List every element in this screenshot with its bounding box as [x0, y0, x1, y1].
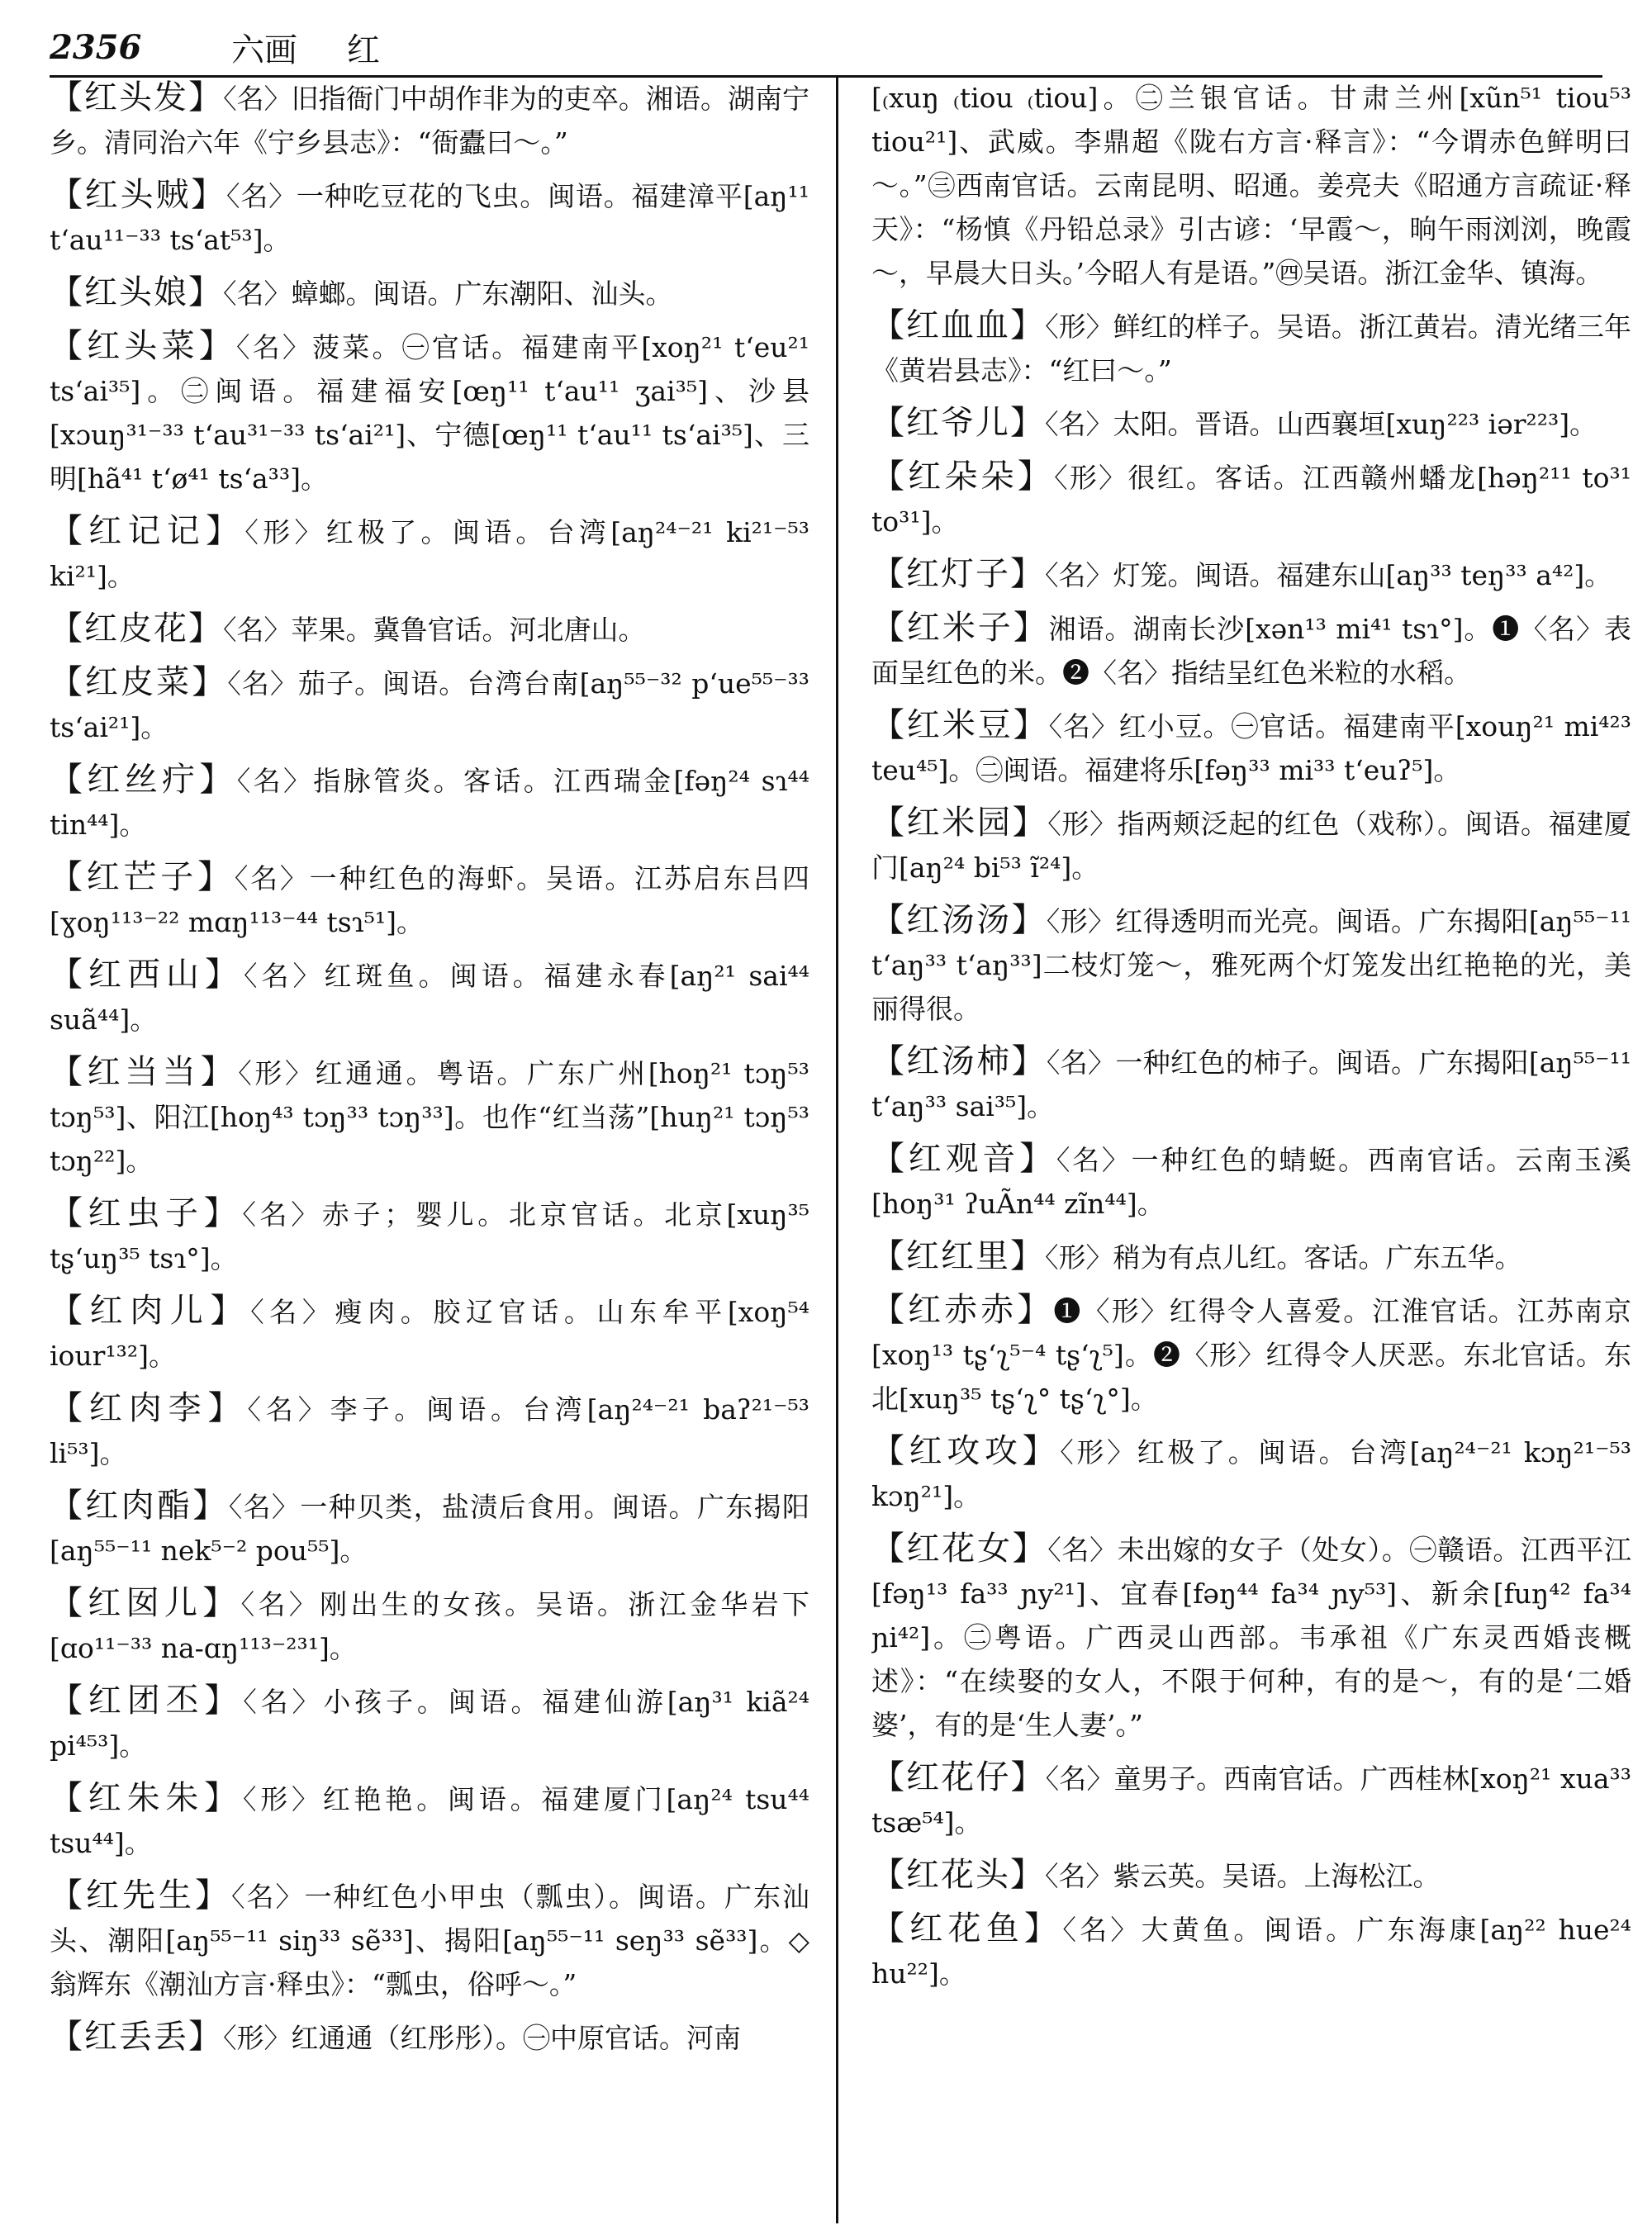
dictionary-entry: 【红头菜】〈名〉菠菜。㊀官话。福建南平[xoŋ²¹ t‘eu²¹ ts‘ai³⁵]。㊁闽语。福建福安[œŋ¹¹ t‘au¹¹ ʒai³⁵]、沙县[xɔuŋ³¹⁻³³ t‘au³¹⁻³³ ts‘ai²¹]、宁德[œŋ¹¹ t‘au¹¹ ts‘ai³⁵]、三明[hã⁴¹ t‘ø⁴¹ ts‘a³³]。	[50, 327, 809, 495]
entry-headword: 【红当当】	[50, 1053, 239, 1091]
dictionary-entry: 【红皮花】〈名〉苹果。冀鲁官话。河北唐山。	[50, 610, 646, 648]
left-column	[50, 76, 809, 2215]
dictionary-entry: 【红血血】〈形〉鲜红的样子。吴语。浙江黄岩。清光绪三年《黄岩县志》：“红曰～。”	[871, 306, 1631, 387]
dictionary-entry: 【红记记】〈形〉红极了。闽语。台湾[aŋ²⁴⁻²¹ ki²¹⁻⁵³ ki²¹]。	[50, 512, 809, 592]
right-column	[871, 76, 1631, 2215]
dictionary-entry: [₍xuŋ ₍tiou ₍tiou]。㊁兰银官话。甘肃兰州[xũn⁵¹ tiou⁵³ tiou²¹]、武威。李鼎超《陇右方言·释言》：“今谓赤色鲜明曰～。”㊂西南官话。云南昆明、昭通。姜亮夫《昭通方言疏证·释天》：“杨慎《丹铅总录》引古谚：‘早霞～，晌午雨浏浏，晚霞～，早晨大日头。’今昭人有是语。”㊃吴语。浙江金华、镇海。	[871, 82, 1631, 289]
dictionary-entry: 【红西山】〈名〉红斑鱼。闽语。福建永春[aŋ²¹ sai⁴⁴ suã⁴⁴]。	[50, 956, 809, 1036]
dictionary-entry: 【红米园】〈形〉指两颊泛起的红色（戏称）。闽语。福建厦门[aŋ²⁴ bi⁵³ ĩ²⁴]。	[871, 804, 1631, 884]
entry-headword: 【红囡儿】	[50, 1584, 241, 1622]
dictionary-entry: 【红观音】〈名〉一种红色的蜻蜓。西南官话。云南玉溪[hoŋ³¹ ʔuÃn⁴⁴ zĩn⁴⁴]。	[871, 1140, 1631, 1220]
entry-headword: 【红观音】	[871, 1140, 1056, 1178]
dictionary-entry: 【红灯子】〈名〉灯笼。闽语。福建东山[aŋ³³ teŋ³³ a⁴²]。	[871, 555, 1612, 593]
dictionary-entry: 【红团丕】〈名〉小孩子。闽语。福建仙游[aŋ³¹ kiã²⁴ pi⁴⁵³]。	[50, 1682, 809, 1762]
entry-headword: 【红肉儿】	[50, 1292, 251, 1330]
dictionary-entry: 【红丢丢】〈形〉红通通（红彤彤）。㊀中原官话。河南	[50, 2018, 741, 2056]
dictionary-entry: 【红花鱼】〈名〉大黄鱼。闽语。广东海康[aŋ²² hue²⁴ hu²²]。	[871, 1910, 1631, 1990]
dictionary-entry: 【红囡儿】〈名〉刚出生的女孩。吴语。浙江金华岩下[ɑo¹¹⁻³³ na-ɑŋ¹¹³⁻²³¹]。	[50, 1584, 809, 1664]
dictionary-entry: 【红红里】〈形〉稍为有点儿红。客话。广东五华。	[871, 1237, 1522, 1275]
dictionary-entry: 【红朱朱】〈形〉红艳艳。闽语。福建厦门[aŋ²⁴ tsu⁴⁴ tsu⁴⁴]。	[50, 1779, 809, 1859]
entry-headword: 【红记记】	[50, 512, 245, 550]
entry-headword: 【红汤柿】	[871, 1042, 1047, 1080]
entry-headword: 【红米园】	[871, 804, 1048, 842]
dictionary-entry: 【红头贼】〈名〉一种吃豆花的飞虫。闽语。福建漳平[aŋ¹¹ t‘au¹¹⁻³³ ts‘at⁵³]。	[50, 176, 809, 256]
entry-headword: 【红芒子】	[50, 858, 235, 896]
entry-headword: 【红先生】	[50, 1877, 231, 1914]
entry-headword: 【红丢丢】	[50, 2018, 223, 2056]
dictionary-entry: 【红肉儿】〈名〉瘦肉。胶辽官话。山东牟平[xoŋ⁵⁴ iour¹³²]。	[50, 1292, 809, 1372]
dictionary-entry: 【红赤赤】❶〈形〉红得令人喜爱。江淮官话。江苏南京[xoŋ¹³ tʂ‘ʅ⁵⁻⁴ tʂ‘ʅ⁵]。❷〈形〉红得令人厌恶。东北官话。东北[xuŋ³⁵ tʂ‘ʅ° tʂ‘ʅ°]。	[871, 1291, 1631, 1415]
dictionary-entry: 【红头发】〈名〉旧指衙门中胡作非为的吏卒。湘语。湖南宁乡。清同治六年《宁乡县志》：“衙蠹曰～。”	[50, 78, 809, 159]
dictionary-entry: 【红汤汤】〈形〉红得透明而光亮。闽语。广东揭阳[aŋ⁵⁵⁻¹¹ t‘aŋ³³ t‘aŋ³³]二枝灯笼～，雅死两个灯笼发出红艳艳的光，美丽得很。	[871, 901, 1631, 1025]
dictionary-entry: 【红米子】湘语。湖南长沙[xən¹³ mi⁴¹ tsɿ°]。❶〈名〉表面呈红色的米。❷〈名〉指结呈红色米粒的水稻。	[871, 609, 1631, 689]
entry-headword: 【红汤汤】	[871, 901, 1047, 939]
entry-headword: 【红灯子】	[871, 555, 1045, 593]
dictionary-entry: 【红肉酯】〈名〉一种贝类，盐渍后食用。闽语。广东揭阳[aŋ⁵⁵⁻¹¹ nek⁵⁻² pou⁵⁵]。	[50, 1487, 809, 1567]
dictionary-entry: 【红当当】〈形〉红通通。粤语。广东广州[hoŋ²¹ tɔŋ⁵³ tɔŋ⁵³]、阳江[hoŋ⁴³ tɔŋ³³ tɔŋ³³]。也作“红当荡”[huŋ²¹ tɔŋ⁵³ tɔŋ²²]。	[50, 1053, 809, 1177]
dictionary-entry: 【红花女】〈名〉未出嫁的女子（处女）。㊀赣语。江西平江[fəŋ¹³ fa³³ ɲy²¹]、宜春[fəŋ⁴⁴ fa³⁴ ɲy⁵³]、新余[fuŋ⁴² fa³⁴ ɲi⁴²]。㊁粤语。广西灵山西部。韦承祖《广东灵西婚丧概述》：“在续娶的女人，不限于何种，有的是～，有的是‘二婚婆’，有的是‘生人妻’。”	[871, 1530, 1631, 1741]
dictionary-entry: 【红朵朵】〈形〉很红。客话。江西赣州蟠龙[həŋ²¹¹ to³¹ to³¹]。	[871, 458, 1631, 538]
entry-headword: 【红团丕】	[50, 1682, 244, 1720]
dictionary-entry: 【红先生】〈名〉一种红色小甲虫（瓢虫）。闽语。广东汕头、潮阳[aŋ⁵⁵⁻¹¹ siŋ³³ sẽ³³]、揭阳[aŋ⁵⁵⁻¹¹ seŋ³³ sẽ³³]。◇翁辉东《潮汕方言·释虫》：“瓢虫，俗呼～。”	[50, 1877, 809, 2000]
column-divider	[836, 76, 838, 2223]
entry-headword: 【红西山】	[50, 956, 244, 994]
entry-headword: 【红爷儿】	[871, 404, 1045, 442]
stroke-count: 六画	[231, 31, 297, 69]
dictionary-entry: 【红爷儿】〈名〉太阳。晋语。山西襄垣[xuŋ²²³ iər²²³]。	[871, 404, 1597, 442]
entry-headword: 【红肉李】	[50, 1389, 248, 1427]
entry-headword: 【红红里】	[871, 1237, 1045, 1275]
entry-headword: 【红朵朵】	[871, 458, 1055, 496]
page-header	[50, 18, 1602, 76]
entry-headword: 【红头贼】	[50, 176, 227, 214]
dictionary-entry: 【红花仔】〈名〉童男子。西南官话。广西桂林[xoŋ²¹ xua³³ tsæ⁵⁴]。	[871, 1758, 1631, 1839]
dictionary-entry: 【红丝疔】〈名〉指脉管炎。客话。江西瑞金[fəŋ²⁴ sɿ⁴⁴ tin⁴⁴]。	[50, 761, 809, 841]
dictionary-entry: 【红汤柿】〈名〉一种红色的柿子。闽语。广东揭阳[aŋ⁵⁵⁻¹¹ t‘aŋ³³ sai³⁵]。	[871, 1042, 1631, 1122]
dictionary-entry: 【红花头】〈名〉紫云英。吴语。上海松江。	[871, 1856, 1441, 1894]
entry-headword: 【红皮花】	[50, 610, 223, 648]
dictionary-entry: 【红头娘】〈名〉蟑螂。闽语。广东潮阳、汕头。	[50, 273, 673, 311]
entry-headword: 【红赤赤】	[871, 1291, 1054, 1329]
entry-headword: 【红皮菜】	[50, 663, 228, 701]
entry-headword: 【红攻攻】	[871, 1432, 1061, 1470]
entry-headword: 【红虫子】	[50, 1194, 243, 1232]
entry-headword: 【红头发】	[50, 78, 224, 116]
page-number: 2356	[50, 27, 142, 67]
entry-headword: 【红朱朱】	[50, 1779, 243, 1817]
header-character: 红	[347, 31, 380, 69]
dictionary-entry: 【红虫子】〈名〉赤子；婴儿。北京官话。北京[xuŋ³⁵ tʂ‘uŋ³⁵ tsɿ°]。	[50, 1194, 809, 1274]
dictionary-entry: 【红皮菜】〈名〉茄子。闽语。台湾台南[aŋ⁵⁵⁻³² p‘ue⁵⁵⁻³³ ts‘ai²¹]。	[50, 663, 809, 743]
entry-headword: 【红头菜】	[50, 327, 236, 365]
entry-headword: 【红血血】	[871, 306, 1046, 344]
entry-headword: 【红肉酯】	[50, 1487, 229, 1525]
dictionary-entry: 【红肉李】〈名〉李子。闽语。台湾[aŋ²⁴⁻²¹ baʔ²¹⁻⁵³ li⁵³]。	[50, 1389, 809, 1469]
dictionary-entry: 【红攻攻】〈形〉红极了。闽语。台湾[aŋ²⁴⁻²¹ kɔŋ²¹⁻⁵³ kɔŋ²¹]。	[871, 1432, 1631, 1512]
entry-headword: 【红花仔】	[871, 1758, 1046, 1796]
dictionary-entry: 【红米豆】〈名〉红小豆。㊀官话。福建南平[xouŋ²¹ mi⁴²³ teu⁴⁵]。㊁闽语。福建将乐[fəŋ³³ mi³³ t‘euʔ⁵]。	[871, 706, 1631, 786]
entry-headword: 【红花女】	[871, 1530, 1048, 1568]
entry-headword: 【红花头】	[871, 1856, 1045, 1894]
entry-headword: 【红米豆】	[871, 706, 1049, 744]
entry-headword: 【红米子】	[871, 609, 1049, 647]
dictionary-entry: 【红芒子】〈名〉一种红色的海虾。吴语。江苏启东吕四[ɣoŋ¹¹³⁻²² mɑŋ¹¹³⁻⁴⁴ tsɿ⁵¹]。	[50, 858, 809, 938]
entry-headword: 【红花鱼】	[871, 1910, 1063, 1948]
entry-headword: 【红丝疔】	[50, 761, 237, 799]
entry-headword: 【红头娘】	[50, 273, 223, 311]
